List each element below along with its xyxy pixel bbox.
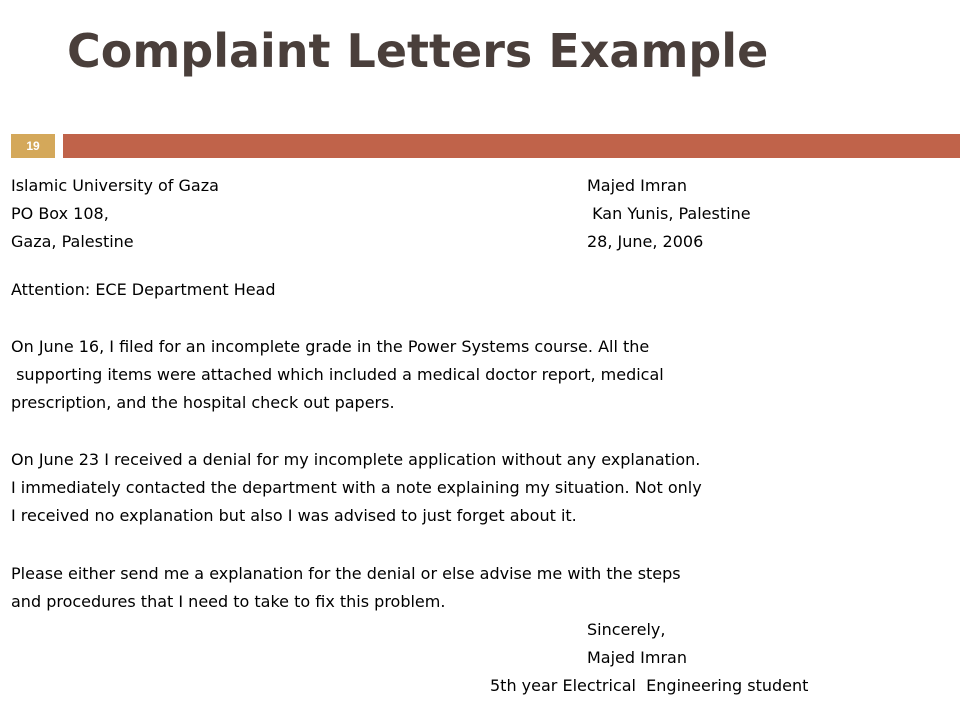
paragraph-1-line-3: prescription, and the hospital check out papers. xyxy=(11,393,395,412)
recipient-block-line-2: Kan Yunis, Palestine xyxy=(587,204,751,223)
paragraph-1-line-2: supporting items were attached which included a medical doctor report, medical xyxy=(11,365,664,384)
paragraph-2-line-3: I received no explanation but also I was advised to just forget about it. xyxy=(11,506,577,525)
signature-name: Majed Imran xyxy=(587,648,687,667)
recipient-block-line-1: Majed Imran xyxy=(587,176,687,195)
attention-line: Attention: ECE Department Head xyxy=(11,280,276,299)
sender-address-line-1: Islamic University of Gaza xyxy=(11,176,219,195)
slide-number-badge: 19 xyxy=(11,134,55,158)
closing-salutation: Sincerely, xyxy=(587,620,666,639)
slide-title: Complaint Letters Example xyxy=(67,24,769,78)
sender-address-line-2: PO Box 108, xyxy=(11,204,109,223)
signature-title: 5th year Electrical Engineering student xyxy=(490,676,809,695)
recipient-block-date: 28, June, 2006 xyxy=(587,232,704,251)
paragraph-1-line-1: On June 16, I filed for an incomplete grade in the Power Systems course. All the xyxy=(11,337,650,356)
paragraph-2-line-1: On June 23 I received a denial for my incomplete application without any explanation. xyxy=(11,450,701,469)
paragraph-3-line-1: Please either send me a explanation for the denial or else advise me with the steps xyxy=(11,564,681,583)
paragraph-3-line-2: and procedures that I need to take to fix this problem. xyxy=(11,592,446,611)
paragraph-2-line-2: I immediately contacted the department with a note explaining my situation. Not only xyxy=(11,478,702,497)
title-divider-bar xyxy=(63,134,960,158)
sender-address-line-3: Gaza, Palestine xyxy=(11,232,134,251)
